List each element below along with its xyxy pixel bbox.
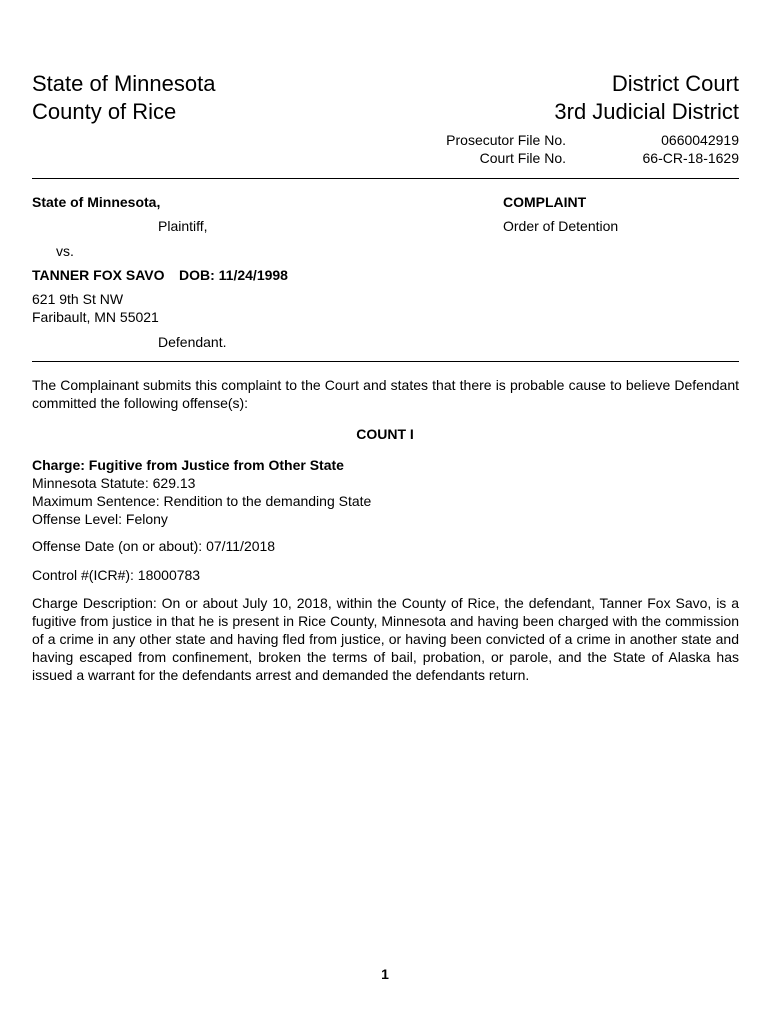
offense-level: Offense Level: Felony bbox=[32, 511, 168, 527]
plaintiff-name: State of Minnesota, bbox=[32, 194, 161, 210]
control-number: Control #(ICR#): 18000783 bbox=[32, 567, 201, 583]
state-name: State of Minnesota bbox=[32, 71, 216, 96]
count-heading: COUNT I bbox=[356, 426, 414, 442]
court-file-label: Court File No. bbox=[479, 150, 566, 166]
file-number-values bbox=[599, 131, 739, 167]
statute: Minnesota Statute: 629.13 bbox=[32, 475, 196, 491]
address-line-2: Faribault, MN 55021 bbox=[32, 309, 159, 325]
defendant-dob: DOB: 11/24/1998 bbox=[179, 267, 288, 283]
top-divider bbox=[32, 178, 739, 179]
intro-paragraph: The Complainant submits this complaint to the Court and states that there is probable cause to believe Defendant committed the following offense(s): bbox=[32, 377, 739, 411]
court-name: District Court bbox=[611, 71, 739, 96]
page-number: 1 bbox=[381, 966, 389, 982]
versus-label: vs. bbox=[56, 243, 74, 259]
jurisdiction-header bbox=[32, 70, 215, 126]
address-line-1: 621 9th St NW bbox=[32, 291, 124, 307]
caption-divider bbox=[32, 361, 739, 362]
document-type: COMPLAINT bbox=[503, 194, 587, 210]
charge-title: Charge: Fugitive from Justice from Other State bbox=[32, 457, 344, 473]
district-name: 3rd Judicial District bbox=[554, 99, 739, 124]
file-number-labels bbox=[400, 131, 566, 167]
defendant-role: Defendant. bbox=[158, 334, 227, 350]
defendant-name: TANNER FOX SAVO bbox=[32, 267, 165, 283]
charge-details bbox=[32, 456, 371, 528]
charge-description: Charge Description: On or about July 10, 2018, within the County of Rice, the defendant, Tanner Fox Savo, is a fugitive from justice in that he is present in Rice County, Minnesota and having been charged with the commission of a crime in any other state and having fled from justice, or having been convicted of a crime in another state and having escaped from confinement, broken the terms of bail, probation, or parole, and the State of Alaska has issued a warrant for the defendants arrest and demanded the defendants return. bbox=[32, 595, 739, 683]
offense-date: Offense Date (on or about): 07/11/2018 bbox=[32, 538, 276, 554]
prosecutor-file-number: 0660042919 bbox=[661, 132, 739, 148]
court-header bbox=[554, 70, 739, 126]
defendant-address bbox=[32, 290, 159, 326]
document-subtype: Order of Detention bbox=[503, 218, 619, 234]
plaintiff-role: Plaintiff, bbox=[158, 218, 208, 234]
prosecutor-file-label: Prosecutor File No. bbox=[446, 132, 566, 148]
county-name: County of Rice bbox=[32, 99, 177, 124]
maximum-sentence: Maximum Sentence: Rendition to the demanding State bbox=[32, 493, 372, 509]
court-file-number: 66-CR-18-1629 bbox=[642, 150, 739, 166]
